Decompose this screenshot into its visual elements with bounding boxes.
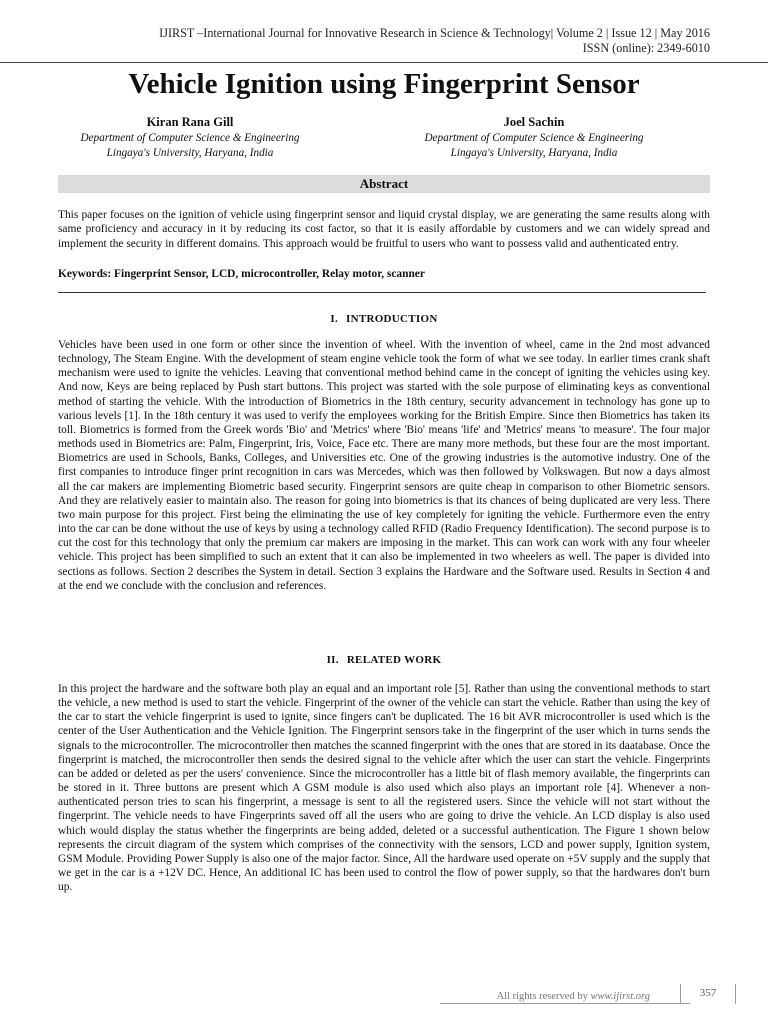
footer-rights (440, 990, 650, 1003)
author-department: Department of Computer Science & Engineering (80, 132, 300, 144)
author-name: Joel Sachin (503, 115, 565, 129)
section-title: RELATED WORK (346, 654, 442, 666)
author-university: Lingaya's University, Haryana, India (450, 147, 618, 159)
section-heading-introduction (0, 313, 768, 325)
abstract-text: This paper focuses on the ignition of vehicle using fingerprint sensor and liquid crystal display, we are generating the same results along with same proficiency and accuracy in it by reducing its cost factor, so that it is easily affordable by customers and we can widely spread and implement the security in different domains. This approach would be fruitful to users who want to possess valid and authenticated entry. (58, 209, 710, 250)
issn: ISSN (online): 2349-6010 (582, 41, 710, 55)
paper-title: Vehicle Ignition using Fingerprint Sensor (128, 68, 640, 100)
author-university: Lingaya's University, Haryana, India (106, 147, 274, 159)
abstract-rule (58, 292, 706, 293)
journal-line: IJIRST –International Journal for Innovative Research in Science & Technology| Volume 2 | Issue 12 | May 2016 (159, 26, 710, 40)
header-rule (0, 62, 768, 63)
section-number: I. (330, 313, 338, 325)
journal-header (70, 26, 710, 56)
abstract-heading: Abstract (58, 175, 710, 193)
author-2 (384, 114, 684, 161)
section-text-introduction: Vehicles have been used in one form or other since the invention of wheel. With the invention of wheel, came in the 2nd most advanced technology, The Steam Engine. With the development of steam engine vehicle took the form of what we see today. In earlier times crank shaft mechanism were used to ignite the vehicles. Leaving that conventional method behind came in the concept of igniting the vehicles using key. And now, Keys are being replaced by Push start buttons. This project was started with the sole purpose of eliminating keys as conventional method of starting the vehicle. With the introduction of Biometrics in the 18th century, security advancement in technology has gone up to various levels [1]. In the 18th century it was used to verify the employees working for the British Empire. Since then Biometrics has taken its toll. Biometrics is formed from the Greek words 'Bio' and 'Metrics' where 'Bio' means 'life' and 'Metrics' means 'to measure'. The four major methods used in Biometrics are: Palm, Fingerprint, Iris, Voice, Face etc. There are many more methods, but these four are the most important. Biometrics are used in Schools, Banks, Colleges, and Universities etc. One of the growing industries is the automotive industry. One of the first companies to introduce finger print recognition in cars was Mercedes, which was then followed by Volkswagen. But now a days almost all the car makers are implementing Biometric based security. Fingerprint sensors are quite cheap in comparison to other Biometric sensors. And they are relatively easier to maintain also. The reason for going into biometrics is that its chances of being duplicated are very less. There two main purpose for this project. First being the eliminating the use of key completely for igniting the vehicle. Furthermore even the entry into the car can be done without the use of keys by using a technology called RFID (Radio Frequency Identification). The second purpose is to cut the cost for this technology that only the premium car makers are imposing in the market. This can work can work with any four wheeler vehicle. This project has been simplified to such an extent that it can also be implemented in two wheelers as well. The paper is divided into sections as follows. Section 2 describes the System in detail. Section 3 explains the Hardware and the Software used. Results in Section 4 and at the end we conclude with the conclusion and references. (58, 339, 710, 592)
author-1 (40, 114, 340, 161)
footer-rule (440, 1003, 690, 1004)
section-text-related-work: In this project the hardware and the software both play an equal and an important role [5]. Rather than using the conventional methods to start the vehicle, a new method is used to start the vehicle. Fingerprint of the owner of the vehicle can start the vehicle. Rather than using the key of the car to start the vehicle fingerprint is used to ignite, since fingers can't be duplicated. The 16 bit AVR microcontroller is used which is the center of the User Authentication and the Vehicle Ignition. The Fingerprint sensors take in the fingerprint of the user which in turns sends the signals to the microcontroller. The microcontroller then matches the scanned fingerprint with the ones that are stored in its daatabase. Once the fingerprint is matched, the microcontroller then sends the desired signal to the vehicle after which the user can start the vehicle. Fingerprints can be added or deleted as per the users' convenience. Since the microcontroller has a little bit of flash memory available, the fingerprints can be stored in it. Three buttons are present which A GSM module is also used which also plays an important role [4]. Whenever a non-authenticated person tries to scan his fingerprint, a message is sent to all the registered users. Since the vehicle will not start without the fingerprint. The vehicle needs to have Fingerprints saved off all the users who are going to drive the vehicle. An LCD display is also used which would display the status whether the fingerprints are being added, deleted or a successful authentication. The Figure 1 shown below represents the circuit diagram of the system which comprises of the connectivity with the sensors, LCD and power supply, Ignition system, GSM Module. Providing Power Supply is also one of the major factor. Since, All the hardware used operate on +5V supply and the supply that we get in the car is a +12V DC. Hence, An additional IC has been used to control the flow of power supply, so that the hardwares don't burn up. (58, 683, 710, 894)
rights-text: All rights reserved by (496, 991, 591, 1002)
page-number: 357 (680, 984, 736, 1004)
section-heading-related-work (0, 654, 768, 666)
keywords: Keywords: Fingerprint Sensor, LCD, microcontroller, Relay motor, scanner (58, 268, 425, 280)
section-title: INTRODUCTION (346, 313, 438, 325)
site-link[interactable]: www.ijirst.org (590, 991, 650, 1002)
author-department: Department of Computer Science & Engineering (424, 132, 644, 144)
section-number: II. (326, 654, 339, 666)
author-name: Kiran Rana Gill (146, 115, 234, 129)
